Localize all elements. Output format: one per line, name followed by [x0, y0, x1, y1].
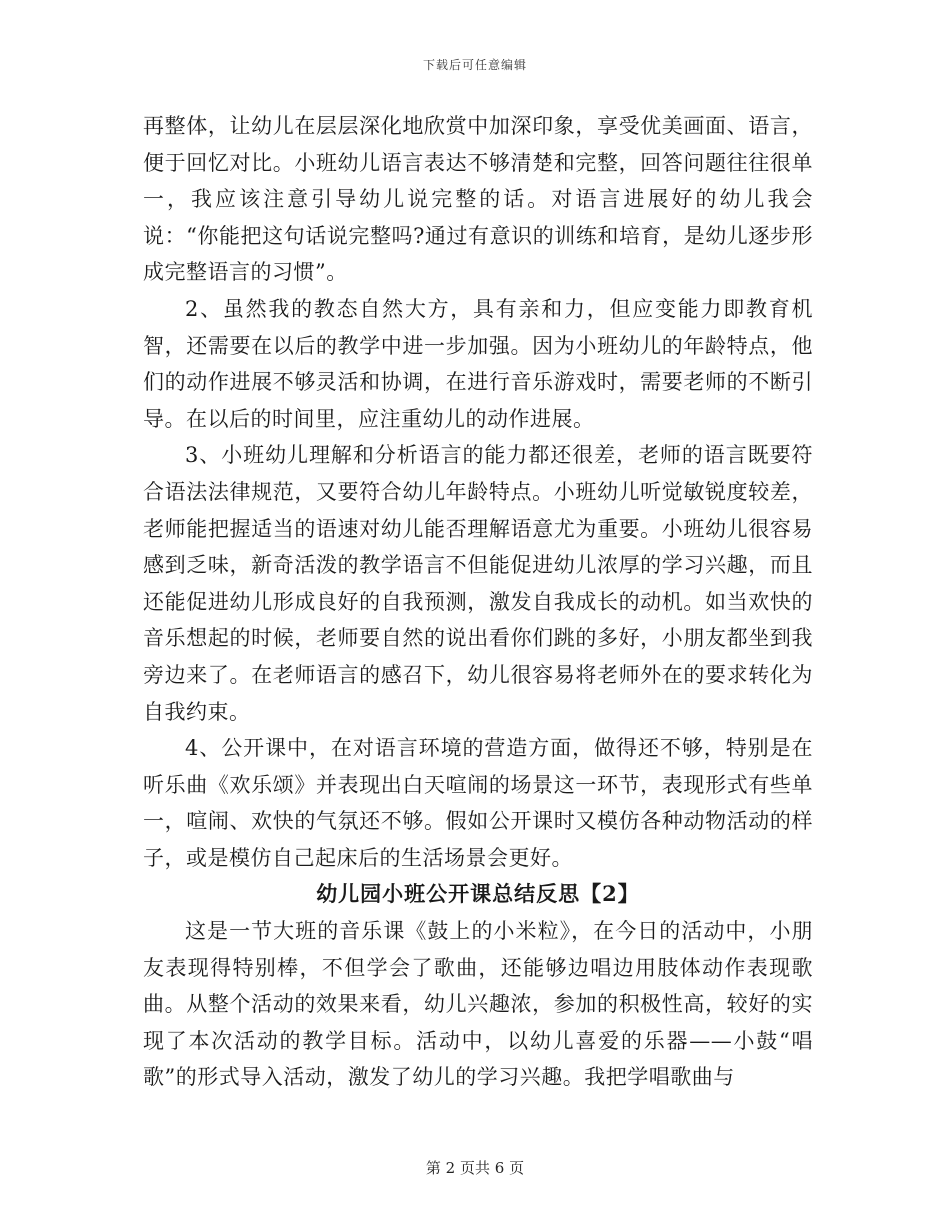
section-title: 幼儿园小班公开课总结反思【2】: [316, 881, 640, 907]
body-paragraph-3: 3、小班幼儿理解和分析语言的能力都还很差，老师的语言既要符合语法法律规范，又要符合幼儿年龄特点。小班幼儿听觉敏锐度较差，老师能把握适当的语速对幼儿能否理解语意尤为重要。小班幼儿很容易感到乏味，新奇活泼的教学语言不但能促进幼儿浓厚的学习兴趣，而且还能促进幼儿形成良好的自我预测，激发自我成长的动机。如当欢快的音乐想起的时候，老师要自然的说出看你们跳的多好，小朋友都坐到我旁边来了。在老师语言的感召下，幼儿很容易将老师外在的要求转化为自我约束。: [143, 443, 813, 724]
page-footer: 第 2 页共 6 页: [425, 1159, 525, 1177]
body-paragraph-1: 再整体，让幼儿在层层深化地欣赏中加深印象，享受优美画面、语言，便于回忆对比。小班幼儿语言表达不够清楚和完整，回答问题往往很单一，我应该注意引导幼儿说完整的话。对语言进展好的幼儿我会说：“你能把这句话说完整吗?通过有意识的训练和培育，是幼儿逐步形成完整语言的习惯”。: [143, 114, 813, 285]
body-paragraph-2: 2、虽然我的教态自然大方，具有亲和力，但应变能力即教育机智，还需要在以后的教学中进一步加强。因为小班幼儿的年龄特点，他们的动作进展不够灵活和协调，在进行音乐游戏时，需要老师的不断引导。在以后的时间里，应注重幼儿的动作进展。: [143, 296, 813, 431]
body-paragraph-4: 4、公开课中，在对语言环境的营造方面，做得还不够，特别是在听乐曲《欢乐颂》并表现出白天喧闹的场景这一环节，表现形式有些单一，喧闹、欢快的气氛还不够。假如公开课时又模仿各种动物活动的样子，或是模仿自己起床后的生活场景会更好。: [143, 736, 813, 870]
document-body: [143, 108, 813, 1096]
page-header: 下载后可任意编辑: [422, 58, 527, 72]
section-paragraph: 这是一节大班的音乐课《鼓上的小米粒》，在今日的活动中，小朋友表现得特别棒，不但学会了歌曲，还能够边唱边用肢体动作表现歌曲。从整个活动的效果来看，幼儿兴趣浓，参加的积极性高，较好的实现了本次活动的教学目标。活动中，以幼儿喜爱的乐器——小鼓“唱歌”的形式导入活动，激发了幼儿的学习兴趣。我把学唱歌曲与: [143, 919, 813, 1090]
